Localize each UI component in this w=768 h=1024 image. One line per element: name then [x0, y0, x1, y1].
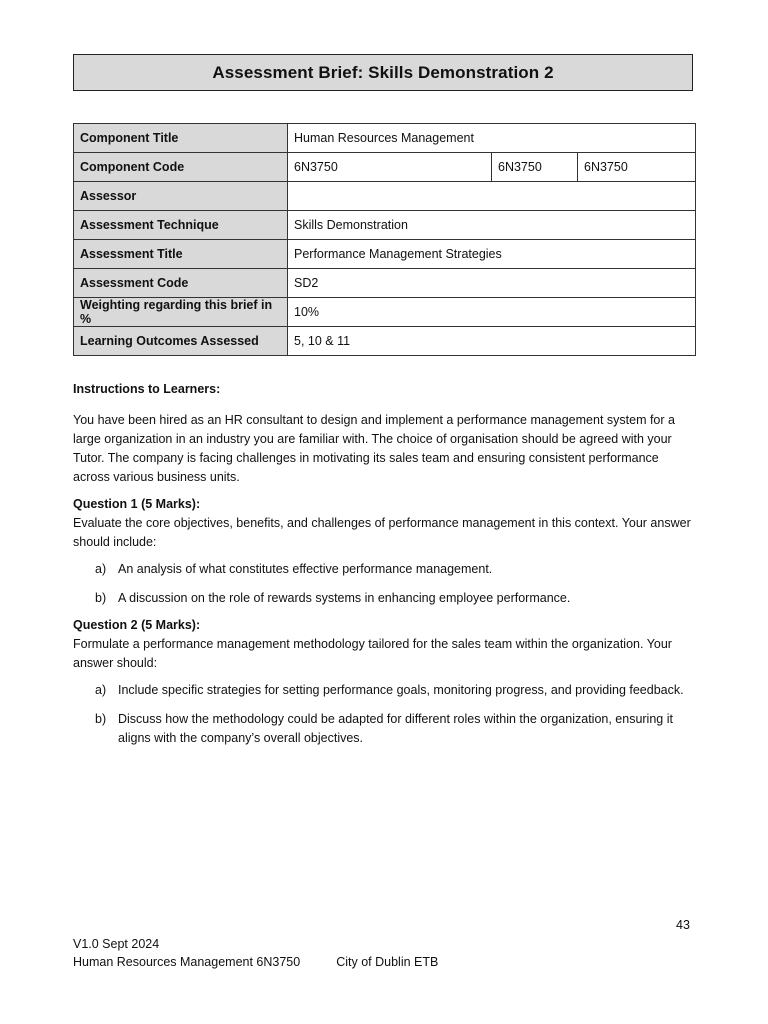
footer-organisation: City of Dublin ETB [336, 955, 439, 969]
question-2-heading: Question 2 (5 Marks): [73, 618, 201, 632]
component-code-value-2: 6N3750 [492, 153, 578, 182]
footer-line [73, 953, 438, 971]
table-row [74, 269, 696, 298]
table-row [74, 298, 696, 327]
page-title: Assessment Brief: Skills Demonstration 2 [212, 62, 554, 82]
footer-version: V1.0 Sept 2024 [73, 937, 160, 951]
component-title-value: Human Resources Management [288, 124, 696, 153]
assessment-info-table [73, 123, 696, 356]
assessment-title-value: Performance Management Strategies [288, 240, 696, 269]
page-footer [73, 935, 438, 971]
list-item-text: An analysis of what constitutes effective performance management. [118, 562, 493, 576]
list-item [73, 681, 695, 700]
assessment-title-label: Assessment Title [74, 240, 288, 269]
question-2 [73, 616, 695, 748]
question-1 [73, 495, 695, 608]
page-number: 43 [676, 918, 690, 932]
assessment-technique-label: Assessment Technique [74, 211, 288, 240]
list-item-text: Include specific strategies for setting performance goals, monitoring progress, and providing feedback. [118, 683, 684, 697]
assessor-value [288, 182, 696, 211]
weighting-label: Weighting regarding this brief in % [74, 298, 288, 327]
table-row [74, 153, 696, 182]
component-code-value-3: 6N3750 [578, 153, 696, 182]
assessment-code-label: Assessment Code [74, 269, 288, 298]
learning-outcomes-value: 5, 10 & 11 [288, 327, 696, 356]
list-item-text: A discussion on the role of rewards systems in enhancing employee performance. [118, 591, 571, 605]
instructions-intro: You have been hired as an HR consultant to design and implement a performance management system for a large organization in an industry you are familiar with. The choice of organisation should be agreed with your Tutor. The company is facing challenges in motivating its sales team and ensuring consistent performance across various business units. [73, 413, 675, 484]
component-code-value-1: 6N3750 [288, 153, 492, 182]
list-item [73, 710, 695, 748]
learning-outcomes-label: Learning Outcomes Assessed [74, 327, 288, 356]
component-code-label: Component Code [74, 153, 288, 182]
footer-course: Human Resources Management 6N3750 [73, 955, 301, 969]
instructions-heading: Instructions to Learners: [73, 382, 221, 396]
question-1-text: Evaluate the core objectives, benefits, and challenges of performance management in this context. Your answer should include: [73, 516, 691, 549]
list-marker: a) [95, 562, 107, 576]
table-row [74, 240, 696, 269]
assessor-label: Assessor [74, 182, 288, 211]
list-item-text: Discuss how the methodology could be adapted for different roles within the organization, ensuring it aligns with the company’s overall objectives. [118, 712, 673, 745]
assessment-technique-value: Skills Demonstration [288, 211, 696, 240]
assessment-title-banner [73, 54, 693, 91]
assessment-code-value: SD2 [288, 269, 696, 298]
question-2-text: Formulate a performance management methodology tailored for the sales team within the organization. Your answer should: [73, 637, 672, 670]
list-marker: a) [95, 683, 107, 697]
table-row [74, 327, 696, 356]
table-row [74, 182, 696, 211]
question-1-heading: Question 1 (5 Marks): [73, 497, 201, 511]
list-item [73, 589, 695, 608]
table-row [74, 124, 696, 153]
weighting-value: 10% [288, 298, 696, 327]
component-title-label: Component Title [74, 124, 288, 153]
list-marker: b) [95, 712, 107, 726]
list-marker: b) [95, 591, 107, 605]
instructions-section [73, 380, 695, 748]
table-row [74, 211, 696, 240]
list-item [73, 560, 695, 579]
